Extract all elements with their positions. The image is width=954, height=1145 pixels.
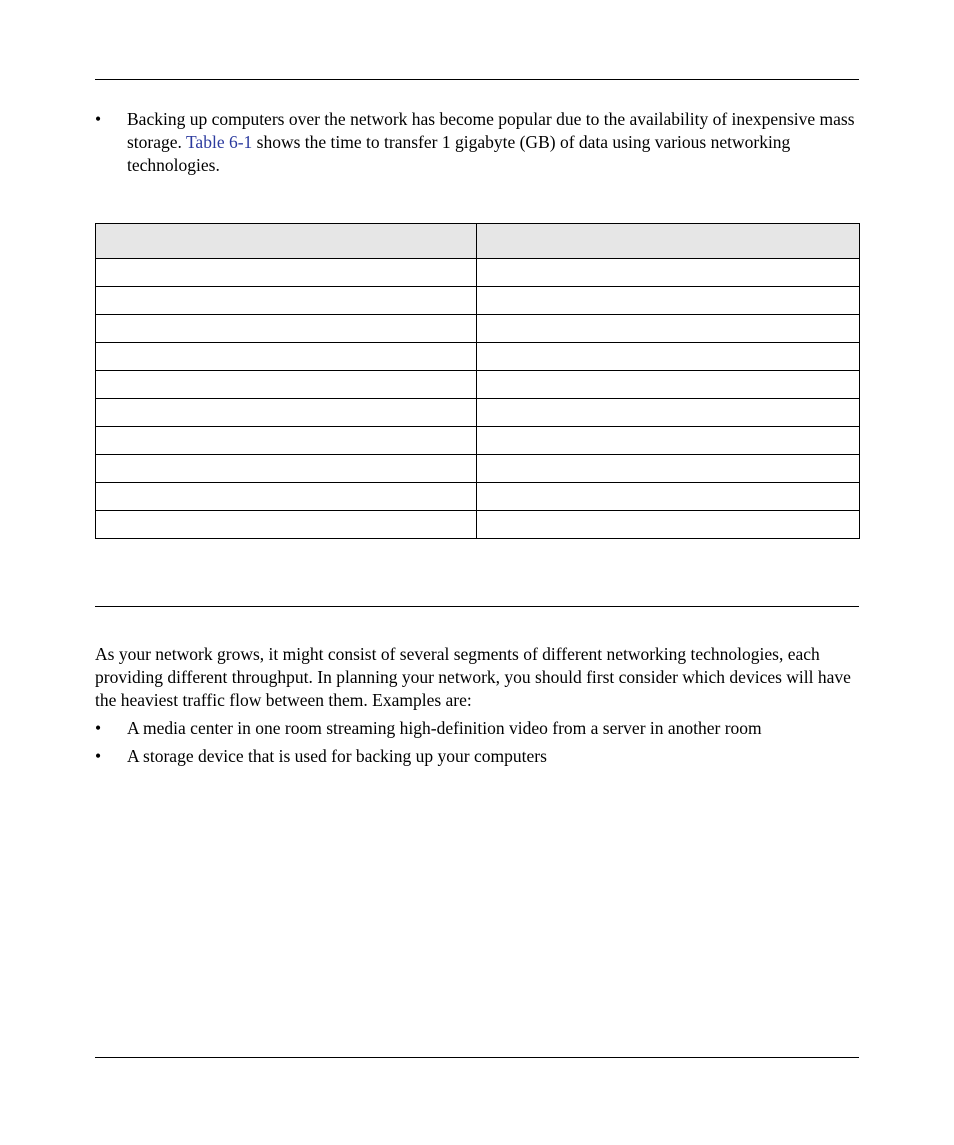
table-cell	[96, 259, 477, 287]
table-cell	[96, 427, 477, 455]
table-6-1-link[interactable]: Table 6-1	[185, 132, 253, 152]
bullet-text: A media center in one room streaming high-definition video from a server in another room	[127, 718, 762, 738]
table-row	[96, 259, 860, 287]
section-rule	[95, 606, 859, 607]
table-cell	[477, 483, 860, 511]
transfer-time-table	[95, 223, 860, 539]
table-row	[96, 427, 860, 455]
table-row	[96, 287, 860, 315]
bullet-marker: •	[95, 746, 102, 766]
header-rule	[95, 79, 859, 80]
footer-rule	[95, 1057, 859, 1058]
bullet-text-before-link: Backing up computers over the network has become popular due to the availability of inexpensive mass storage.	[127, 109, 855, 152]
table-header-cell	[96, 224, 477, 259]
table-header-row	[96, 224, 860, 259]
table-cell	[477, 259, 860, 287]
bullet-text-after-link: shows the time to transfer 1 gigabyte (GB) of data using various networking technologies.	[127, 132, 791, 175]
table-row	[96, 455, 860, 483]
bullet-text	[127, 108, 859, 177]
table-cell	[96, 371, 477, 399]
table-cell	[477, 371, 860, 399]
table-cell	[96, 483, 477, 511]
table-cell	[96, 287, 477, 315]
bullet-item-storage-device	[95, 745, 859, 768]
bullet-text: A storage device that is used for backing up your computers	[127, 746, 547, 766]
table-row	[96, 343, 860, 371]
table-cell	[96, 315, 477, 343]
table-cell	[477, 287, 860, 315]
table-row	[96, 511, 860, 539]
table-row	[96, 483, 860, 511]
table-cell	[477, 343, 860, 371]
table-row	[96, 315, 860, 343]
bullet-item-backup	[95, 108, 859, 178]
bullet-item-media-center	[95, 717, 859, 740]
table-cell	[477, 315, 860, 343]
table-cell	[477, 511, 860, 539]
table-cell	[96, 455, 477, 483]
table-cell	[477, 455, 860, 483]
table-cell	[96, 511, 477, 539]
bullet-marker: •	[95, 718, 102, 738]
table-cell	[477, 427, 860, 455]
section-paragraph: As your network grows, it might consist of several segments of different networking technologies, each providing different throughput. In planning your network, you should first consider which devices will have the heaviest traffic flow between them. Examples are:	[95, 644, 851, 710]
bullet-marker: •	[95, 109, 102, 129]
table-cell	[477, 399, 860, 427]
table-row	[96, 371, 860, 399]
table-cell	[96, 343, 477, 371]
table-cell	[96, 399, 477, 427]
table-header-cell	[477, 224, 860, 259]
table-row	[96, 399, 860, 427]
